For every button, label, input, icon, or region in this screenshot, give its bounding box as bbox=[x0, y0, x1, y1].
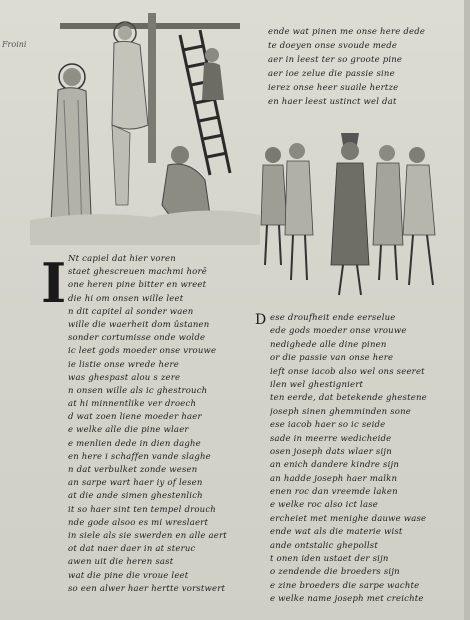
text-line: at hi minnentlike ver droech bbox=[68, 399, 197, 410]
text-line: aer ioe zelue die passie sine bbox=[268, 69, 395, 79]
illumination-deposition bbox=[30, 5, 260, 245]
text-line: ercheiet met menighe dauwe wase bbox=[270, 513, 427, 524]
text-line: en here i schaffen vande slaghe bbox=[68, 451, 211, 462]
man-5 bbox=[403, 147, 435, 285]
text-line: wat die pine die vroue leet bbox=[68, 570, 189, 581]
text-line: one heren pine bitter en wreet bbox=[68, 280, 207, 291]
text-line: ten eerde, dat betekende ghestene bbox=[270, 393, 427, 404]
text-line: osen joseph dats wlaer sijn bbox=[270, 446, 392, 457]
text-line: en haer leest ustinct wel dat bbox=[268, 97, 397, 107]
margin-note: Froini bbox=[2, 40, 27, 49]
text-line: joseph sinen ghemminden sone bbox=[270, 406, 412, 417]
text-line: n dit capitel al sonder waen bbox=[68, 306, 194, 317]
virgin-figure bbox=[50, 64, 92, 240]
text-line: ic leet gods moeder onse vrouwe bbox=[68, 346, 217, 357]
text-line: ese iacob haer so ic seide bbox=[270, 420, 386, 431]
text-line: ot dat naer daer in at steruc bbox=[68, 544, 196, 555]
text-line: e welke alle die pine wlaer bbox=[68, 425, 189, 436]
text-line: ierez onse heer suaile hertze bbox=[268, 83, 399, 93]
text-column-left bbox=[68, 253, 268, 596]
text-line: Nt capiel dat hier voren bbox=[68, 254, 176, 264]
man-4 bbox=[373, 145, 403, 280]
text-line: te doeyen onse svoude mede bbox=[268, 41, 398, 51]
text-column-right bbox=[270, 312, 460, 607]
text-line: ede gods moeder onse vrouwe bbox=[270, 326, 407, 337]
text-line: sade in meerre wedicheide bbox=[270, 433, 392, 444]
man-3 bbox=[331, 133, 369, 295]
text-line: nedighede alle dine pinen bbox=[270, 339, 387, 350]
text-line: o zendende die broeders sijn bbox=[270, 567, 400, 578]
text-column-top-right bbox=[268, 25, 458, 109]
cross-post bbox=[148, 13, 156, 163]
text-line: awen uit die heren sast bbox=[68, 557, 174, 568]
text-line: an sarpe wart haer iy of lesen bbox=[68, 478, 203, 489]
text-line: an hadde joseph haer malkn bbox=[270, 473, 398, 484]
text-line: e welke name joseph met creichte bbox=[270, 594, 424, 605]
text-line: so een alwer haer hertte vorstwert bbox=[68, 583, 226, 594]
initial-right-column: D bbox=[255, 312, 267, 328]
christ-figure bbox=[112, 22, 148, 205]
text-line: t onen iden ustaet der sijn bbox=[270, 554, 389, 565]
text-line: ende wat pinen me onse here dede bbox=[268, 27, 426, 37]
text-line: sonder cortumisse onde wolde bbox=[68, 333, 206, 344]
text-line: e zine broeders die sarpe wachte bbox=[270, 580, 420, 591]
figure-on-ladder bbox=[202, 48, 224, 100]
text-line: nde gode alsoo es mi wreslaert bbox=[68, 517, 209, 528]
text-line: die hi om onsen wille leet bbox=[68, 293, 184, 304]
text-line: ie listie onse wrede here bbox=[68, 359, 179, 370]
text-line: in siele als sie swerden en alle aert bbox=[68, 530, 227, 541]
text-line: or die passie van onse here bbox=[270, 353, 394, 364]
text-line: an enich dandere kindre sijn bbox=[270, 460, 400, 471]
text-line: n onsen wille als ic ghestrouch bbox=[68, 385, 208, 396]
text-line: enen roc dan vreemde laken bbox=[270, 487, 398, 498]
page-gutter bbox=[464, 0, 470, 620]
text-line: n dat verbulket zonde wesen bbox=[68, 465, 198, 475]
text-line: d wat zoen liene moeder haer bbox=[68, 412, 202, 423]
text-line: ieft onse iacob also wel ons seeret bbox=[270, 366, 425, 377]
text-line: ese droufheit ende eerselue bbox=[270, 313, 396, 323]
decorated-initial: I bbox=[41, 251, 67, 315]
illumination-group bbox=[255, 115, 450, 305]
text-line: aer in leest ter so groote pine bbox=[268, 55, 403, 65]
text-line: ende wat als die materie wist bbox=[270, 527, 403, 538]
text-line: ande ontstalic ghepollst bbox=[270, 540, 378, 551]
man-2 bbox=[285, 143, 313, 280]
text-line: at die ande simen ghestenlich bbox=[68, 491, 203, 502]
man-1 bbox=[261, 147, 287, 265]
text-line: was ghespast alou s zere bbox=[68, 372, 181, 383]
text-line: wille die waerheit dom ûstanen bbox=[68, 319, 210, 330]
text-line: it so haer sint ten tempel drouch bbox=[68, 504, 216, 515]
text-line: ilen wel ghestigniert bbox=[270, 379, 364, 390]
text-line: staet ghescreuen machmi horē bbox=[68, 267, 207, 278]
text-line: e menlien dede in dien daghe bbox=[68, 438, 201, 449]
text-line: e welke roc also ict lase bbox=[270, 500, 379, 511]
